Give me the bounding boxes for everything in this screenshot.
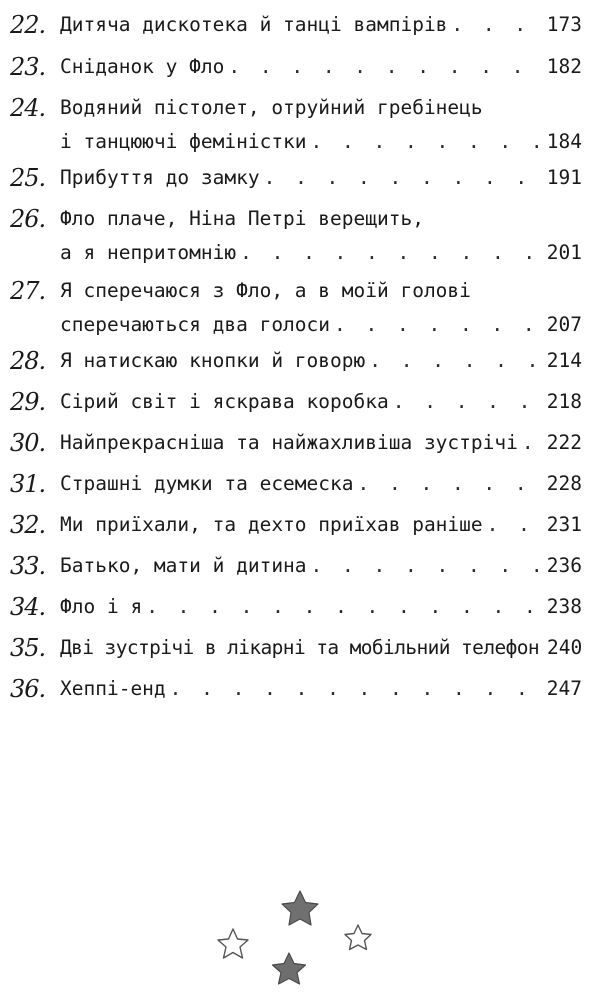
dot-leader — [451, 8, 542, 42]
chapter-title-line-2: а я непритомнію — [60, 241, 237, 264]
page-number: 214 — [546, 349, 582, 372]
dot-leader — [240, 236, 543, 270]
chapter-number: 35. — [10, 634, 46, 662]
page-number: 236 — [546, 554, 582, 577]
star-outline-icon — [218, 929, 248, 958]
dot-leader — [334, 308, 543, 342]
chapter-title: Я натискаю кнопки й говорю — [60, 349, 366, 372]
dot-leader — [487, 508, 543, 542]
page-number: 173 — [546, 13, 582, 36]
chapter-number: 34. — [10, 593, 46, 621]
chapter-title: Страшні думки та есемеска — [60, 472, 354, 495]
star-filled-icon — [273, 953, 306, 984]
dot-leader — [264, 161, 543, 195]
page-number: 228 — [546, 472, 582, 495]
chapter-title: Фло і я — [60, 595, 143, 618]
dot-leader — [311, 549, 543, 583]
chapter-title: Сніданок у Фло — [60, 55, 225, 78]
chapter-title-line-2: сперечаються два голоси — [60, 313, 331, 336]
chapter-title: Дитяча дискотека й танці вампірів — [60, 13, 448, 36]
dot-leader — [369, 344, 543, 378]
page-number: 218 — [546, 390, 582, 413]
page-number: 247 — [546, 677, 582, 700]
chapter-title: Найпрекрасніша та найжахливіша зустрічі — [60, 431, 518, 454]
chapter-number: 25. — [10, 164, 46, 192]
page-number: 182 — [546, 55, 582, 78]
page-number: 184 — [546, 130, 582, 153]
chapter-number: 22. — [10, 11, 46, 39]
star-outline-icon — [345, 925, 371, 950]
dot-leader — [146, 590, 543, 624]
chapter-title-line-1: Я сперечаюся з Фло, а в моїй голові — [60, 279, 471, 302]
chapter-title: Батько, мати й дитина — [60, 554, 307, 577]
dot-leader — [311, 125, 543, 159]
chapter-title: Ми приїхали, та дехто приїхав раніше — [60, 513, 483, 536]
page-number: 222 — [546, 431, 582, 454]
dot-leader — [393, 385, 543, 419]
chapter-number: 33. — [10, 552, 46, 580]
chapter-title-line-1: Водяний пістолет, отруйний гребінець — [60, 96, 483, 119]
chapter-number: 29. — [10, 388, 46, 416]
page-number: 201 — [546, 241, 582, 264]
chapter-title: Хеппі-енд — [60, 677, 166, 700]
chapter-title-line-1: Фло плаче, Ніна Петрі верещить, — [60, 207, 424, 230]
chapter-number: 24. — [10, 94, 46, 122]
chapter-number: 31. — [10, 470, 46, 498]
chapter-title: Сірий світ і яскрава коробка — [60, 390, 389, 413]
page-number: 191 — [546, 166, 582, 189]
chapter-number: 27. — [10, 277, 46, 305]
page-number: 238 — [546, 595, 582, 618]
chapter-number: 36. — [10, 675, 46, 703]
chapter-number: 32. — [10, 511, 46, 539]
chapter-number: 26. — [10, 205, 46, 233]
chapter-title: Прибуття до замку — [60, 166, 260, 189]
star-filled-icon — [282, 891, 318, 925]
chapter-number: 30. — [10, 429, 46, 457]
dot-leader — [170, 672, 543, 706]
dot-leader — [358, 467, 543, 501]
chapter-number: 23. — [10, 53, 46, 81]
dot-leader — [228, 50, 542, 84]
dot-leader — [522, 426, 543, 460]
page-number: 231 — [546, 513, 582, 536]
page-number: 240 — [547, 636, 583, 659]
chapter-number: 28. — [10, 347, 46, 375]
chapter-title: Дві зустрічі в лікарні та мобільний телефон — [60, 636, 540, 659]
page-number: 207 — [546, 313, 582, 336]
chapter-title-line-2: і танцюючі феміністки — [60, 130, 307, 153]
